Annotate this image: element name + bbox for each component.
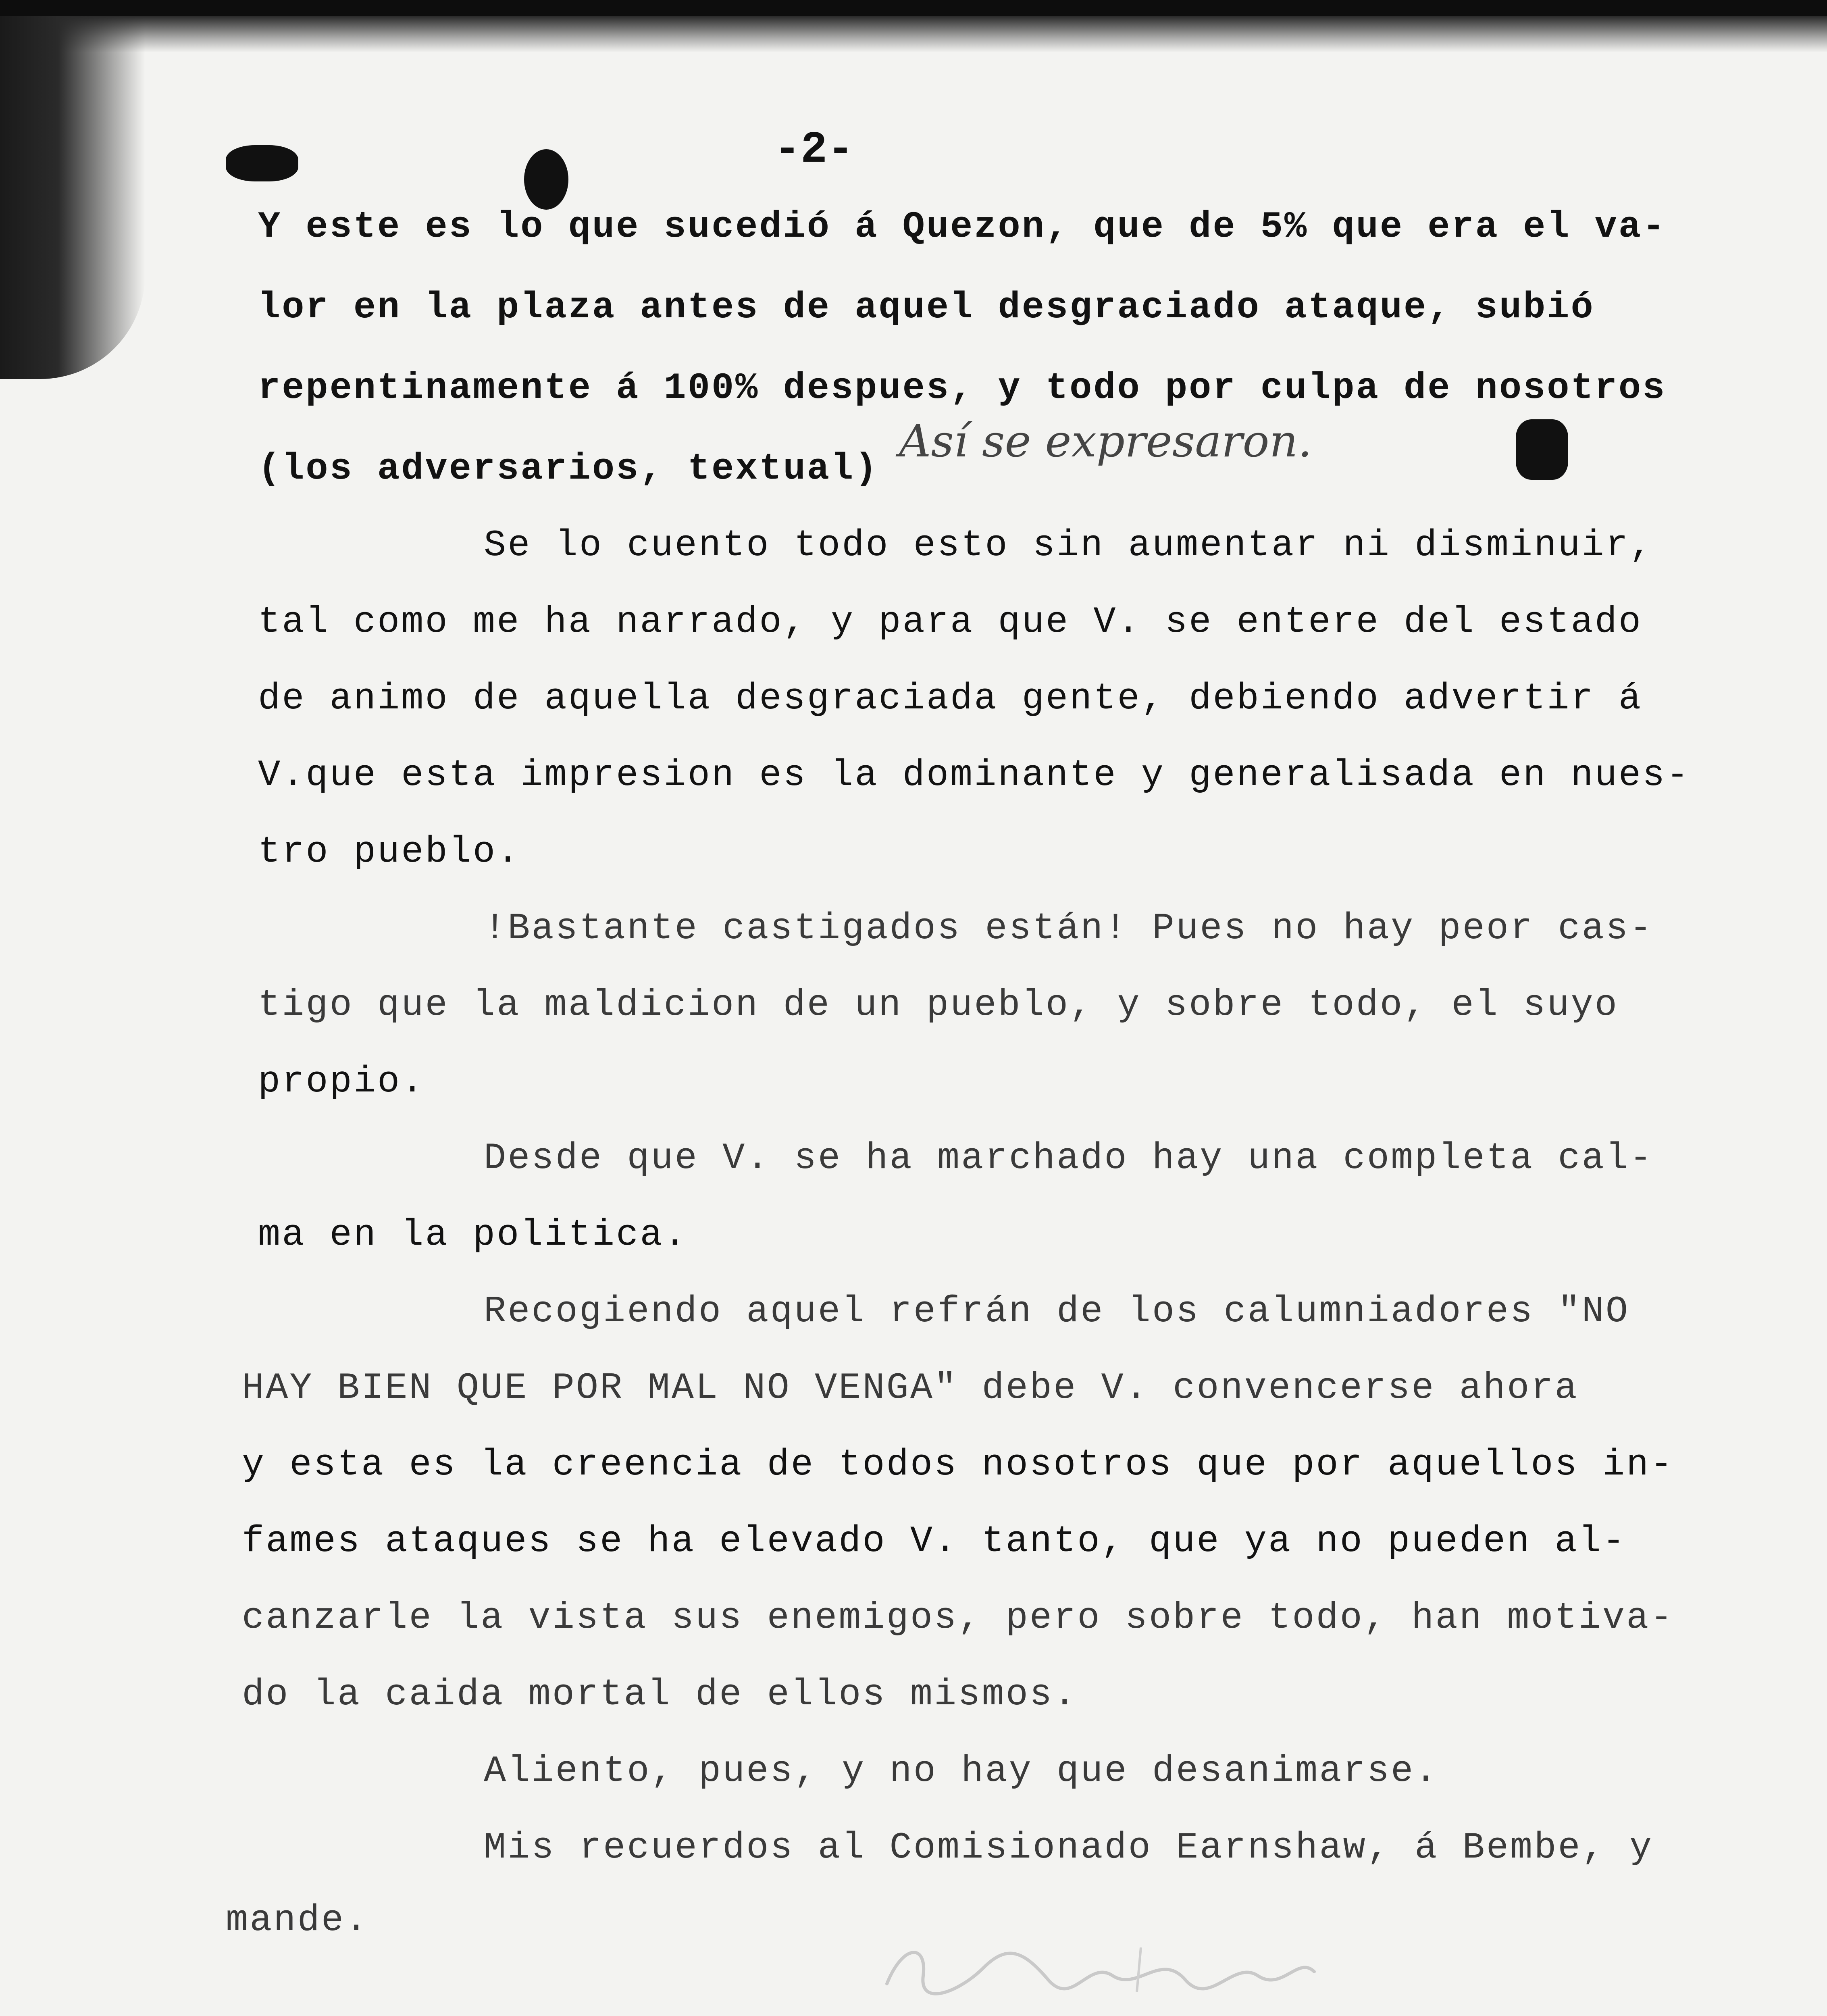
ink-blot: [226, 145, 298, 181]
text-line: do la caida mortal de ellos mismos.: [242, 1673, 1078, 1716]
text-line: mande.: [226, 1899, 369, 1941]
text-line: tigo que la maldicion de un pueblo, y sobre todo, el suyo: [258, 984, 1619, 1026]
text-line: ma en la politica.: [258, 1214, 688, 1256]
ink-blot: [524, 149, 568, 210]
signature: [879, 1935, 1322, 2000]
scan-corner-shadow: [0, 16, 145, 379]
text-line: !Bastante castigados están! Pues no hay peor cas-: [484, 907, 1654, 950]
ink-blot: [1516, 419, 1568, 480]
text-line: tal como me ha narrado, y para que V. se entere del estado: [258, 601, 1643, 643]
text-line: Aliento, pues, y no hay que desanimarse.: [484, 1750, 1439, 1792]
text-line: (los adversarios, textual): [258, 448, 879, 490]
letter-page: [0, 16, 1827, 2016]
text-line: canzarle la vista sus enemigos, pero sobre todo, han motiva-: [242, 1597, 1674, 1639]
text-line: Y este es lo que sucedió á Quezon, que de 5% que era el va-: [258, 206, 1667, 248]
text-line: Recogiendo aquel refrán de los calumniadores "NO: [484, 1290, 1630, 1333]
handwritten-note: Así se expresaron.: [899, 415, 1312, 467]
text-line: V.que esta impresion es la dominante y generalisada en nues-: [258, 754, 1690, 796]
text-line: lor en la plaza antes de aquel desgraciado ataque, subió: [258, 286, 1595, 329]
page-number: -2-: [774, 125, 854, 175]
scan-top-shadow: [0, 16, 1827, 52]
text-line: propio.: [258, 1060, 425, 1103]
text-line: de animo de aquella desgraciada gente, debiendo advertir á: [258, 677, 1643, 720]
text-line: Se lo cuento todo esto sin aumentar ni disminuir,: [484, 524, 1654, 566]
text-line: repentinamente á 100% despues, y todo por culpa de nosotros: [258, 367, 1667, 409]
text-line: y esta es la creencia de todos nosotros que por aquellos in-: [242, 1443, 1674, 1486]
text-line: Mis recuerdos al Comisionado Earnshaw, á Bembe, y: [484, 1826, 1654, 1869]
text-line: HAY BIEN QUE POR MAL NO VENGA" debe V. convencerse ahora: [242, 1367, 1579, 1409]
text-line: Desde que V. se ha marchado hay una completa cal-: [484, 1137, 1654, 1179]
text-line: fames ataques se ha elevado V. tanto, que ya no pueden al-: [242, 1520, 1627, 1562]
text-line: tro pueblo.: [258, 831, 521, 873]
